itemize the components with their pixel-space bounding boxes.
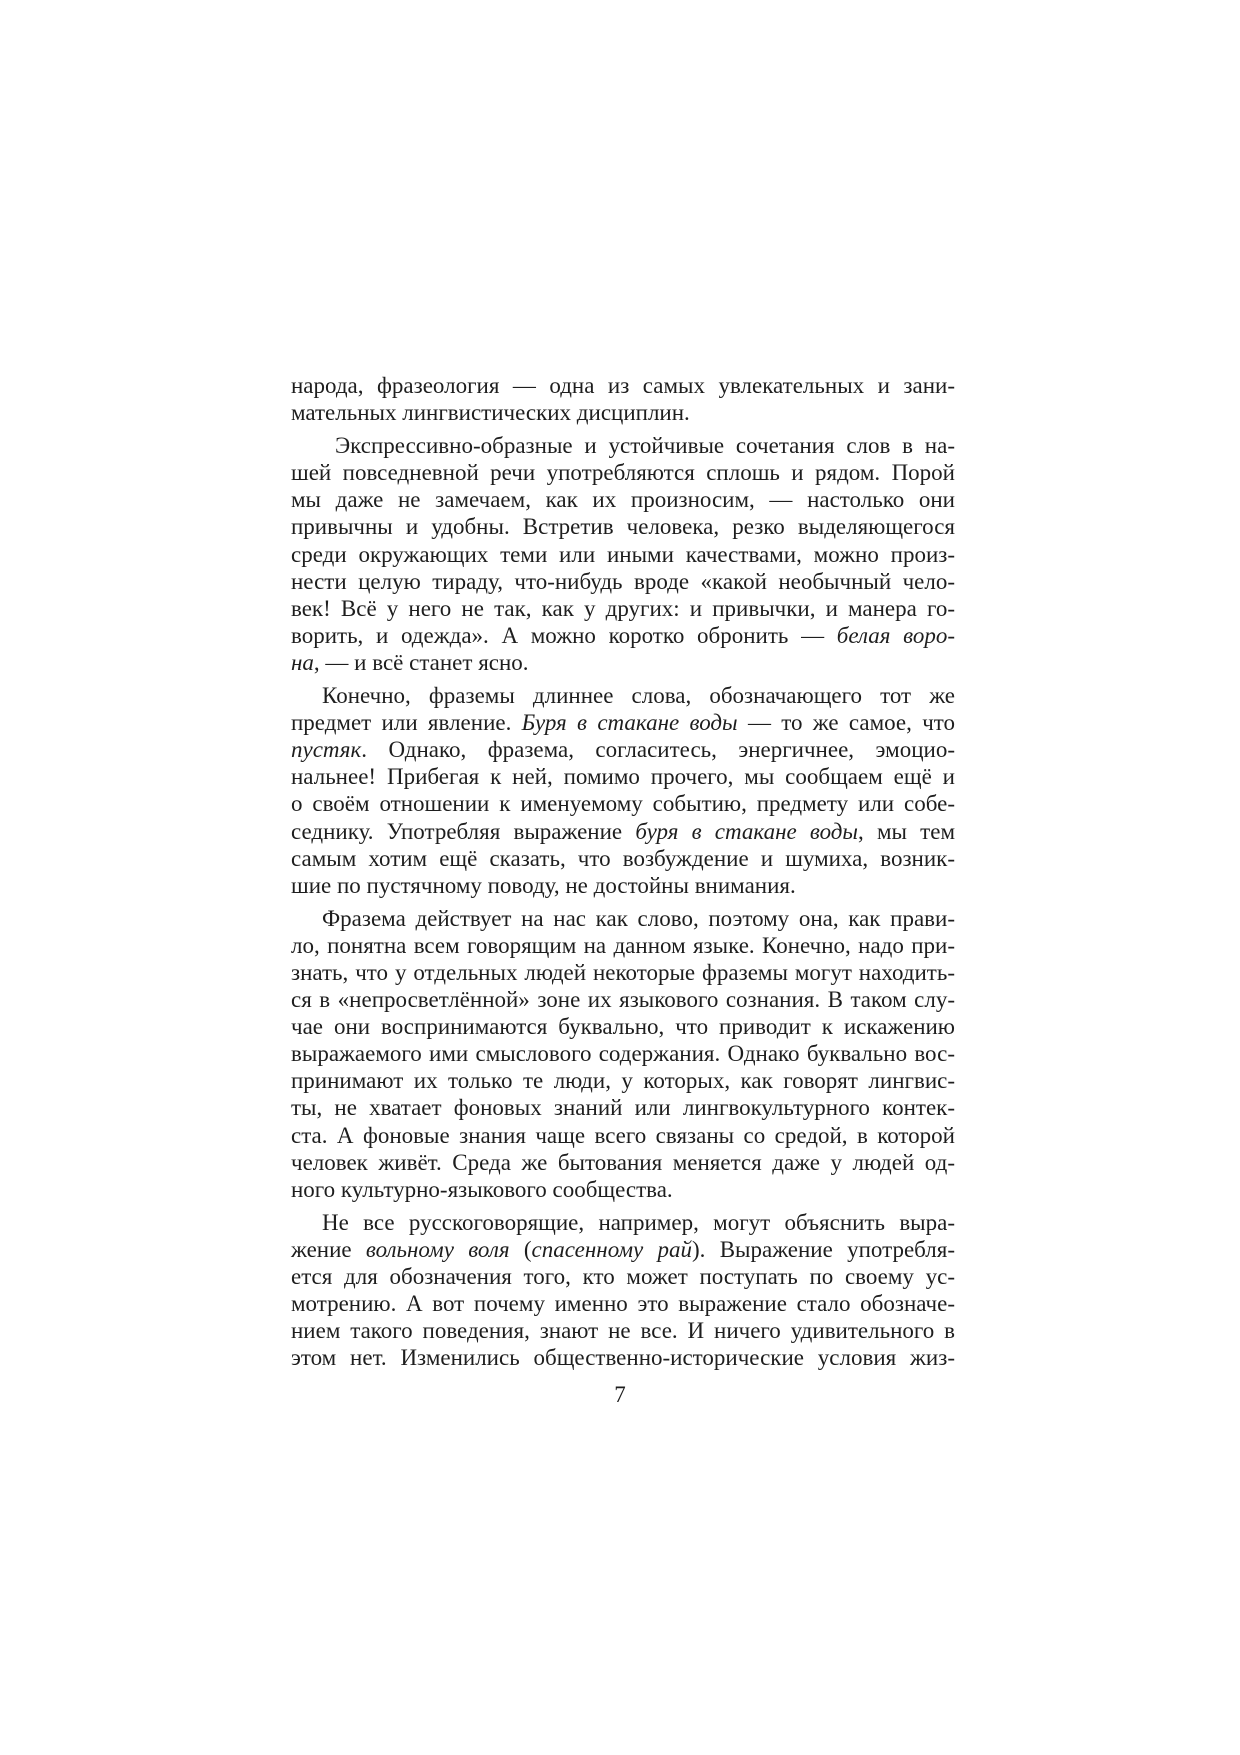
text-line: человек живёт. Среда же бытования меняется даже у людей од-: [291, 1149, 955, 1175]
text-line: ся в «непросветлённой» зоне их языкового сознания. В таком слу-: [291, 987, 955, 1013]
page-number: 7: [614, 1382, 626, 1407]
text-line: чае они воспринимаются буквально, что приводит к искажению: [291, 1014, 955, 1040]
text-line: Экспрессивно-образные и устойчивые сочетания слов в на-: [335, 433, 955, 459]
text-line: ста. А фоновые знания чаще всего связаны со средой, в которой: [291, 1122, 955, 1148]
text-line: на, — и всё станет ясно.: [291, 649, 529, 675]
text-line: пустяк. Однако, фразема, согласитесь, энергичнее, эмоцио-: [291, 737, 955, 763]
text-line: нести целую тираду, что-нибудь вроде «какой необычный чело-: [291, 568, 955, 594]
text-line: ты, не хватает фоновых знаний или лингвокультурного контек-: [291, 1095, 955, 1121]
text-line: о своём отношении к именуемому событию, предмету или собе-: [291, 791, 955, 817]
text-line: нием такого поведения, знают не все. И ничего удивительного в: [291, 1318, 955, 1344]
text-line: ется для обозначения того, кто может поступать по своему ус-: [291, 1264, 955, 1289]
text-line: этом нет. Изменились общественно-исторические условия жиз-: [291, 1345, 955, 1371]
italic-phrase: пустяк: [291, 737, 362, 763]
text-line: предмет или явление. Буря в стакане воды — то же самое, что: [291, 710, 956, 736]
text-line: седнику. Употребляя выражение буря в стакане воды, мы тем: [291, 818, 955, 844]
italic-phrase: Буря в стакане воды: [521, 710, 738, 736]
text-line: Конечно, фраземы длиннее слова, обозначающего тот же: [322, 683, 955, 709]
text-line: привычны и удобны. Встретив человека, резко выделяющегося: [291, 514, 955, 540]
text-line: самым хотим ещё сказать, что возбуждение и шумиха, возник-: [291, 845, 955, 871]
text-line: мотрению. А вот почему именно это выражение стало обозначе-: [291, 1291, 955, 1317]
italic-phrase: белая воро-: [836, 622, 956, 648]
text-line: принимают их только те люди, у которых, как говорят лингвис-: [291, 1068, 955, 1094]
text-line: век! Всё у него не так, как у других: и привычки, и манера го-: [291, 595, 955, 621]
text-line: шие по пустячному поводу, не достойны внимания.: [291, 872, 796, 898]
text-line: Не все русскоговорящие, например, могут объяснить выра-: [322, 1209, 955, 1235]
text-line: выражаемого ими смыслового содержания. Однако буквально вос-: [291, 1041, 955, 1067]
italic-phrase: вольному воля: [365, 1236, 510, 1262]
text-line: мательных лингвистических дисциплин.: [291, 400, 690, 426]
italic-phrase: на: [291, 649, 314, 675]
text-line: Фразема действует на нас как слово, поэтому она, как прави-: [322, 905, 955, 931]
text-line: нальнее! Прибегая к ней, помимо прочего, мы сообщаем ещё и: [291, 764, 955, 790]
text-line: ло, понятна всем говорящим на данном языке. Конечно, надо при-: [291, 932, 955, 958]
italic-phrase: спасенному рай: [531, 1236, 692, 1262]
text-line: шей повседневной речи употребляются сплошь и рядом. Порой: [291, 460, 955, 486]
text-line: знать, что у отдельных людей некоторые фраземы могут находить-: [291, 959, 955, 985]
text-line: мы даже не замечаем, как их произносим, — настолько они: [291, 487, 955, 513]
italic-phrase: буря в стакане воды: [635, 818, 859, 844]
text-line: ного культурно-языкового сообщества.: [291, 1176, 673, 1202]
text-line: народа, фразеология — одна из самых увлекательных и зани-: [291, 373, 955, 398]
text-line: среди окружающих теми или иными качествами, можно произ-: [291, 541, 955, 567]
body-text: [291, 372, 955, 1371]
text-line: жение вольному воля (спасенному рай). Выражение употребля-: [291, 1236, 956, 1262]
text-line: ворить, и одежда». А можно коротко обронить — белая воро-: [291, 622, 956, 648]
